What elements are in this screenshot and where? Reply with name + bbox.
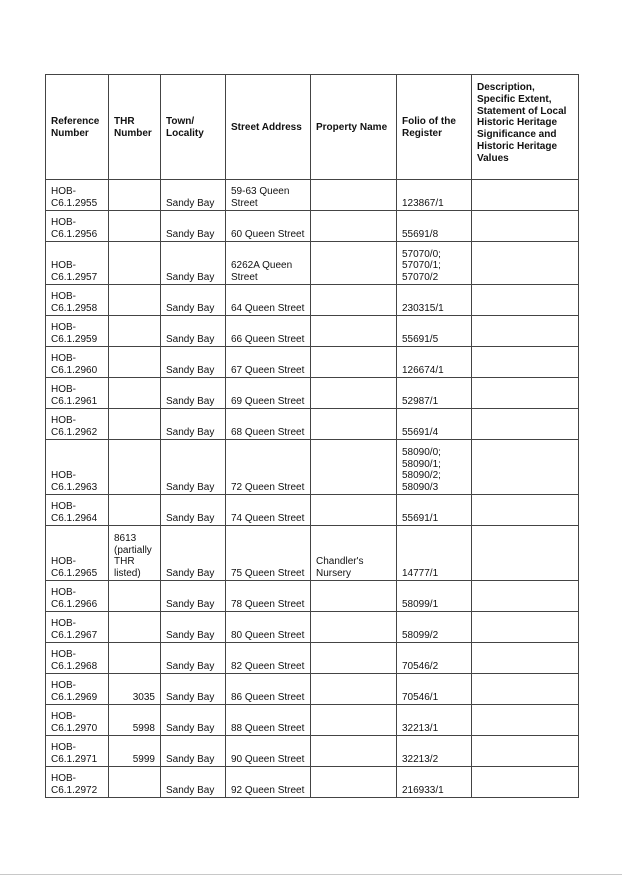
cell-description bbox=[472, 347, 579, 378]
cell-street-address: 69 Queen Street bbox=[226, 378, 311, 409]
cell-reference-number: HOB-C6.1.2966 bbox=[46, 581, 109, 612]
cell-description bbox=[472, 316, 579, 347]
cell-thr-number bbox=[109, 378, 161, 409]
cell-town-locality: Sandy Bay bbox=[161, 285, 226, 316]
cell-thr-number bbox=[109, 581, 161, 612]
cell-town-locality: Sandy Bay bbox=[161, 180, 226, 211]
cell-thr-number bbox=[109, 316, 161, 347]
cell-street-address: 67 Queen Street bbox=[226, 347, 311, 378]
table-body bbox=[46, 180, 579, 798]
cell-street-address: 82 Queen Street bbox=[226, 643, 311, 674]
cell-property-name bbox=[311, 767, 397, 798]
table-header bbox=[46, 75, 579, 180]
cell-property-name bbox=[311, 180, 397, 211]
cell-street-address: 86 Queen Street bbox=[226, 674, 311, 705]
cell-town-locality: Sandy Bay bbox=[161, 643, 226, 674]
cell-thr-number: 5999 bbox=[109, 736, 161, 767]
cell-town-locality: Sandy Bay bbox=[161, 242, 226, 285]
cell-property-name bbox=[311, 736, 397, 767]
cell-town-locality: Sandy Bay bbox=[161, 705, 226, 736]
table-row bbox=[46, 612, 579, 643]
cell-folio: 32213/2 bbox=[397, 736, 472, 767]
table-row bbox=[46, 242, 579, 285]
table-row bbox=[46, 736, 579, 767]
cell-thr-number bbox=[109, 612, 161, 643]
cell-town-locality: Sandy Bay bbox=[161, 767, 226, 798]
cell-thr-number bbox=[109, 347, 161, 378]
cell-property-name bbox=[311, 378, 397, 409]
cell-property-name bbox=[311, 211, 397, 242]
cell-description bbox=[472, 180, 579, 211]
cell-property-name bbox=[311, 285, 397, 316]
cell-town-locality: Sandy Bay bbox=[161, 409, 226, 440]
cell-street-address: 72 Queen Street bbox=[226, 440, 311, 495]
cell-reference-number: HOB-C6.1.2962 bbox=[46, 409, 109, 440]
cell-property-name bbox=[311, 705, 397, 736]
cell-street-address: 78 Queen Street bbox=[226, 581, 311, 612]
cell-town-locality: Sandy Bay bbox=[161, 316, 226, 347]
cell-description bbox=[472, 612, 579, 643]
cell-folio: 58099/1 bbox=[397, 581, 472, 612]
cell-description bbox=[472, 285, 579, 316]
cell-town-locality: Sandy Bay bbox=[161, 495, 226, 526]
cell-description bbox=[472, 705, 579, 736]
cell-street-address: 64 Queen Street bbox=[226, 285, 311, 316]
table-row bbox=[46, 643, 579, 674]
table-row bbox=[46, 674, 579, 705]
cell-reference-number: HOB-C6.1.2961 bbox=[46, 378, 109, 409]
cell-folio: 52987/1 bbox=[397, 378, 472, 409]
cell-property-name bbox=[311, 316, 397, 347]
cell-street-address: 66 Queen Street bbox=[226, 316, 311, 347]
cell-town-locality: Sandy Bay bbox=[161, 440, 226, 495]
table-row bbox=[46, 378, 579, 409]
cell-description bbox=[472, 409, 579, 440]
cell-reference-number: HOB-C6.1.2956 bbox=[46, 211, 109, 242]
page-bottom-divider bbox=[0, 874, 622, 875]
cell-property-name bbox=[311, 612, 397, 643]
cell-folio: 55691/1 bbox=[397, 495, 472, 526]
cell-folio: 58090/0; 58090/1; 58090/2; 58090/3 bbox=[397, 440, 472, 495]
cell-folio: 14777/1 bbox=[397, 526, 472, 581]
cell-street-address: 60 Queen Street bbox=[226, 211, 311, 242]
cell-reference-number: HOB-C6.1.2960 bbox=[46, 347, 109, 378]
cell-town-locality: Sandy Bay bbox=[161, 347, 226, 378]
cell-property-name bbox=[311, 674, 397, 705]
table-row bbox=[46, 581, 579, 612]
cell-folio: 55691/5 bbox=[397, 316, 472, 347]
table-row bbox=[46, 285, 579, 316]
cell-folio: 57070/0; 57070/1; 57070/2 bbox=[397, 242, 472, 285]
cell-reference-number: HOB-C6.1.2972 bbox=[46, 767, 109, 798]
cell-street-address: 90 Queen Street bbox=[226, 736, 311, 767]
cell-thr-number bbox=[109, 285, 161, 316]
cell-thr-number bbox=[109, 409, 161, 440]
cell-description bbox=[472, 495, 579, 526]
cell-description bbox=[472, 378, 579, 409]
cell-reference-number: HOB-C6.1.2964 bbox=[46, 495, 109, 526]
cell-reference-number: HOB-C6.1.2970 bbox=[46, 705, 109, 736]
cell-description bbox=[472, 674, 579, 705]
cell-reference-number: HOB-C6.1.2958 bbox=[46, 285, 109, 316]
cell-folio: 126674/1 bbox=[397, 347, 472, 378]
cell-street-address: 92 Queen Street bbox=[226, 767, 311, 798]
cell-town-locality: Sandy Bay bbox=[161, 612, 226, 643]
cell-town-locality: Sandy Bay bbox=[161, 736, 226, 767]
cell-thr-number bbox=[109, 767, 161, 798]
cell-reference-number: HOB-C6.1.2969 bbox=[46, 674, 109, 705]
cell-property-name bbox=[311, 347, 397, 378]
cell-folio: 230315/1 bbox=[397, 285, 472, 316]
cell-description bbox=[472, 526, 579, 581]
header-description: Description, Specific Extent, Statement of Local Historic Heritage Significance and Historic Heritage Values bbox=[472, 75, 579, 180]
cell-reference-number: HOB-C6.1.2955 bbox=[46, 180, 109, 211]
cell-property-name bbox=[311, 495, 397, 526]
cell-description bbox=[472, 440, 579, 495]
cell-town-locality: Sandy Bay bbox=[161, 378, 226, 409]
cell-reference-number: HOB-C6.1.2965 bbox=[46, 526, 109, 581]
cell-town-locality: Sandy Bay bbox=[161, 211, 226, 242]
table-row bbox=[46, 180, 579, 211]
header-town-locality: Town/ Locality bbox=[161, 75, 226, 180]
header-row bbox=[46, 75, 579, 180]
cell-property-name bbox=[311, 409, 397, 440]
header-reference-number: Reference Number bbox=[46, 75, 109, 180]
cell-street-address: 88 Queen Street bbox=[226, 705, 311, 736]
cell-description bbox=[472, 211, 579, 242]
cell-folio: 70546/2 bbox=[397, 643, 472, 674]
cell-thr-number bbox=[109, 242, 161, 285]
cell-thr-number bbox=[109, 440, 161, 495]
cell-street-address: 80 Queen Street bbox=[226, 612, 311, 643]
cell-description bbox=[472, 581, 579, 612]
table-row bbox=[46, 526, 579, 581]
cell-thr-number bbox=[109, 643, 161, 674]
cell-reference-number: HOB-C6.1.2957 bbox=[46, 242, 109, 285]
cell-folio: 32213/1 bbox=[397, 705, 472, 736]
table-row bbox=[46, 409, 579, 440]
cell-thr-number bbox=[109, 495, 161, 526]
cell-thr-number bbox=[109, 180, 161, 211]
cell-folio: 123867/1 bbox=[397, 180, 472, 211]
header-property-name: Property Name bbox=[311, 75, 397, 180]
cell-description bbox=[472, 643, 579, 674]
cell-thr-number: 8613 (partially THR listed) bbox=[109, 526, 161, 581]
table-row bbox=[46, 316, 579, 347]
header-street-address: Street Address bbox=[226, 75, 311, 180]
cell-property-name: Chandler's Nursery bbox=[311, 526, 397, 581]
cell-town-locality: Sandy Bay bbox=[161, 581, 226, 612]
header-folio: Folio of the Register bbox=[397, 75, 472, 180]
cell-street-address: 6262A Queen Street bbox=[226, 242, 311, 285]
cell-reference-number: HOB-C6.1.2967 bbox=[46, 612, 109, 643]
table-row bbox=[46, 440, 579, 495]
cell-reference-number: HOB-C6.1.2971 bbox=[46, 736, 109, 767]
cell-town-locality: Sandy Bay bbox=[161, 526, 226, 581]
cell-thr-number: 5998 bbox=[109, 705, 161, 736]
cell-thr-number bbox=[109, 211, 161, 242]
cell-description bbox=[472, 767, 579, 798]
cell-thr-number: 3035 bbox=[109, 674, 161, 705]
cell-reference-number: HOB-C6.1.2959 bbox=[46, 316, 109, 347]
heritage-register-table bbox=[45, 74, 579, 798]
cell-property-name bbox=[311, 581, 397, 612]
cell-description bbox=[472, 736, 579, 767]
cell-property-name bbox=[311, 242, 397, 285]
cell-street-address: 75 Queen Street bbox=[226, 526, 311, 581]
cell-town-locality: Sandy Bay bbox=[161, 674, 226, 705]
header-thr-number: THR Number bbox=[109, 75, 161, 180]
cell-property-name bbox=[311, 440, 397, 495]
cell-folio: 55691/8 bbox=[397, 211, 472, 242]
cell-reference-number: HOB-C6.1.2968 bbox=[46, 643, 109, 674]
cell-description bbox=[472, 242, 579, 285]
cell-reference-number: HOB-C6.1.2963 bbox=[46, 440, 109, 495]
table-row bbox=[46, 347, 579, 378]
cell-folio: 70546/1 bbox=[397, 674, 472, 705]
table-row bbox=[46, 495, 579, 526]
table-row bbox=[46, 767, 579, 798]
cell-property-name bbox=[311, 643, 397, 674]
table-row bbox=[46, 705, 579, 736]
cell-folio: 58099/2 bbox=[397, 612, 472, 643]
cell-street-address: 68 Queen Street bbox=[226, 409, 311, 440]
table-row bbox=[46, 211, 579, 242]
cell-folio: 55691/4 bbox=[397, 409, 472, 440]
cell-street-address: 59-63 Queen Street bbox=[226, 180, 311, 211]
cell-folio: 216933/1 bbox=[397, 767, 472, 798]
cell-street-address: 74 Queen Street bbox=[226, 495, 311, 526]
